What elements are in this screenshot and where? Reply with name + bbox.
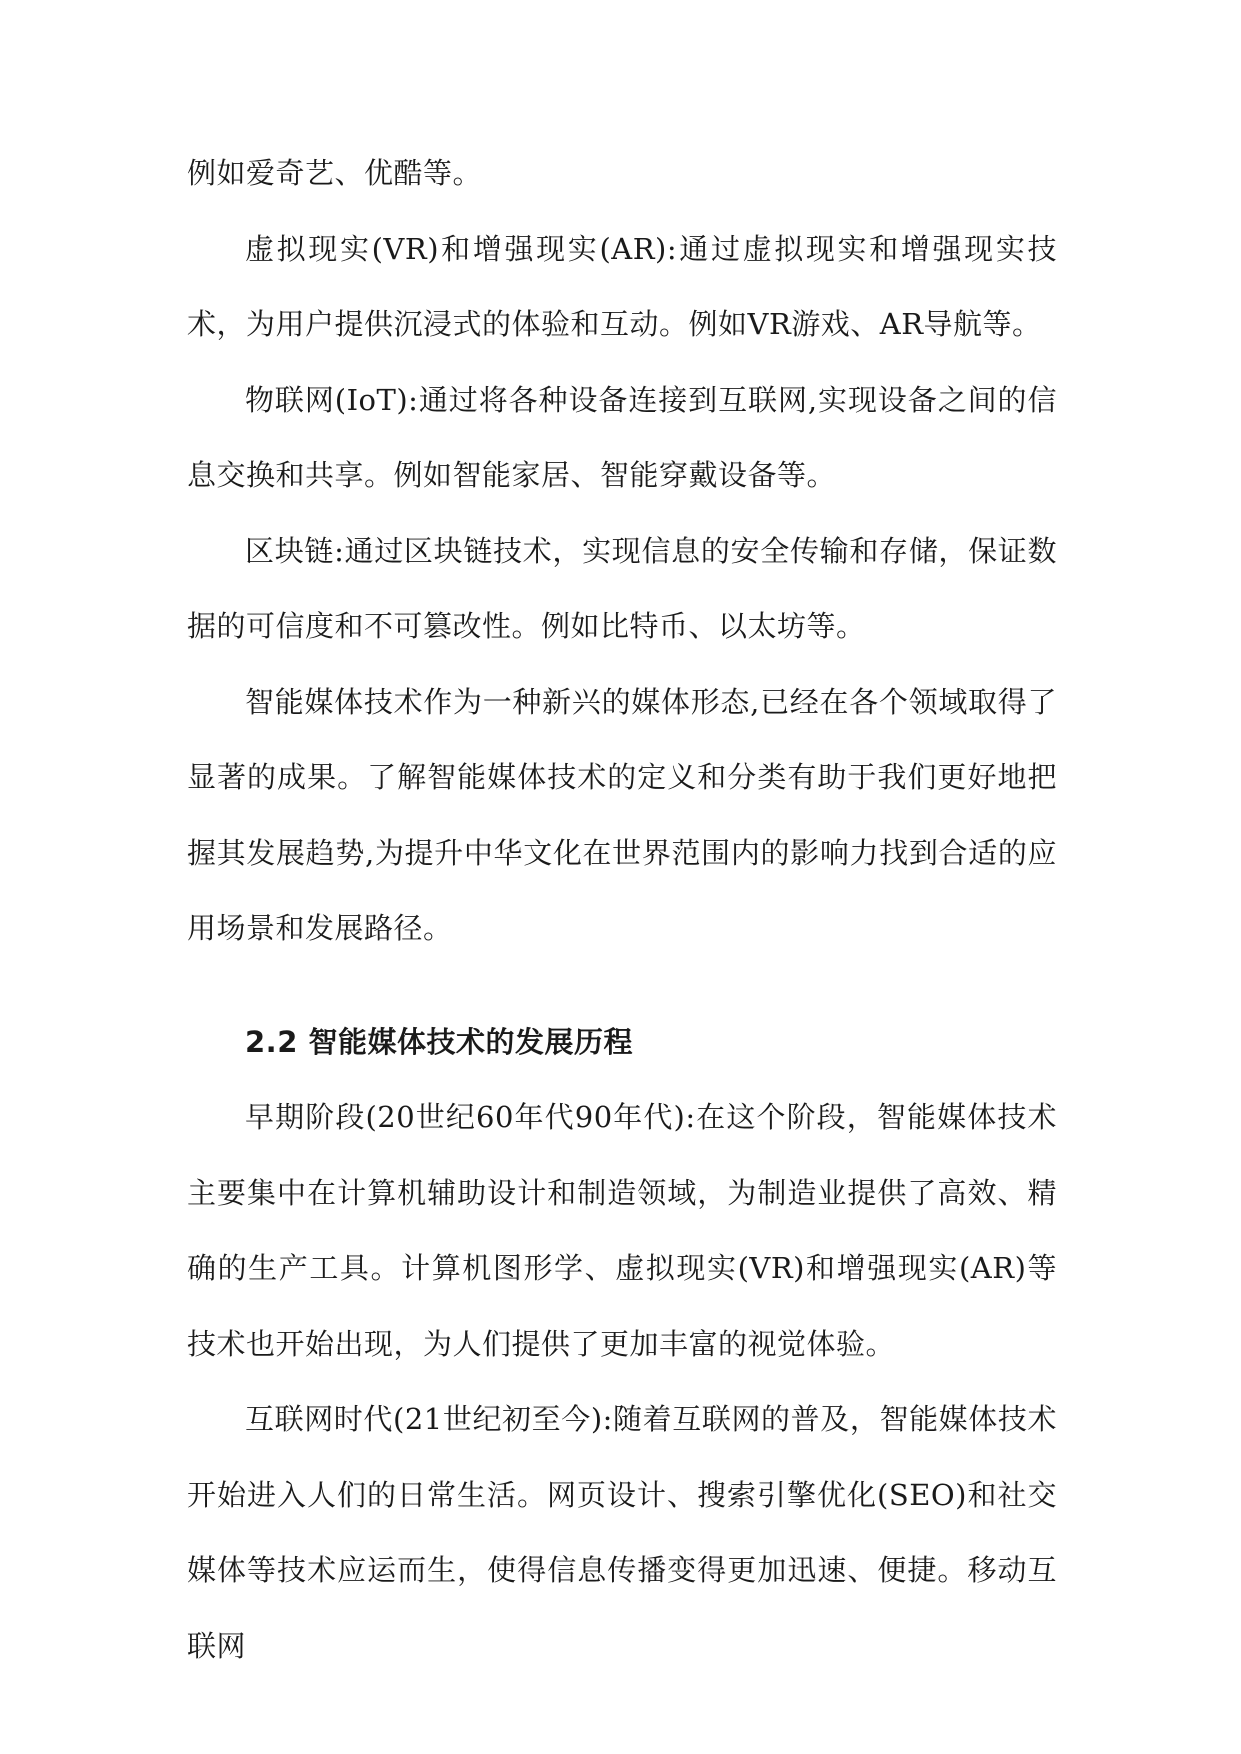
paragraph-summary: 智能媒体技术作为一种新兴的媒体形态,已经在各个领域取得了显著的成果。了解智能媒体技术的定义和分类有助于我们更好地把握其发展趋势,为提升中华文化在世界范围内的影响力找到合适的应用场景和发展路径。 bbox=[187, 684, 1057, 945]
paragraph-continuation: 例如爱奇艺、优酷等。 bbox=[187, 156, 483, 190]
paragraph-vr-ar: 虚拟现实(VR)和增强现实(AR):通过虚拟现实和增强现实技术，为用户提供沉浸式的体验和互动。例如VR游戏、AR导航等。 bbox=[187, 231, 1057, 341]
paragraph-internet-era: 互联网时代(21世纪初至今):随着互联网的普及，智能媒体技术开始进入人们的日常生活。网页设计、搜索引擎优化(SEO)和社交媒体等技术应运而生，使得信息传播变得更加迅速、便捷。移动互联网 bbox=[187, 1402, 1057, 1663]
paragraph-early-stage: 早期阶段(20世纪60年代90年代):在这个阶段，智能媒体技术主要集中在计算机辅助设计和制造领域，为制造业提供了高效、精确的生产工具。计算机图形学、虚拟现实(VR)和增强现实(AR)等技术也开始出现，为人们提供了更加丰富的视觉体验。 bbox=[187, 1100, 1057, 1361]
document-body bbox=[187, 136, 1057, 1684]
section-heading: 2.2 智能媒体技术的发展历程 bbox=[245, 1024, 633, 1059]
paragraph-iot: 物联网(IoT):通过将各种设备连接到互联网,实现设备之间的信息交换和共享。例如智能家居、智能穿戴设备等。 bbox=[187, 382, 1057, 492]
paragraph-blockchain: 区块链:通过区块链技术，实现信息的安全传输和存储，保证数据的可信度和不可篡改性。例如比特币、以太坊等。 bbox=[187, 533, 1057, 643]
